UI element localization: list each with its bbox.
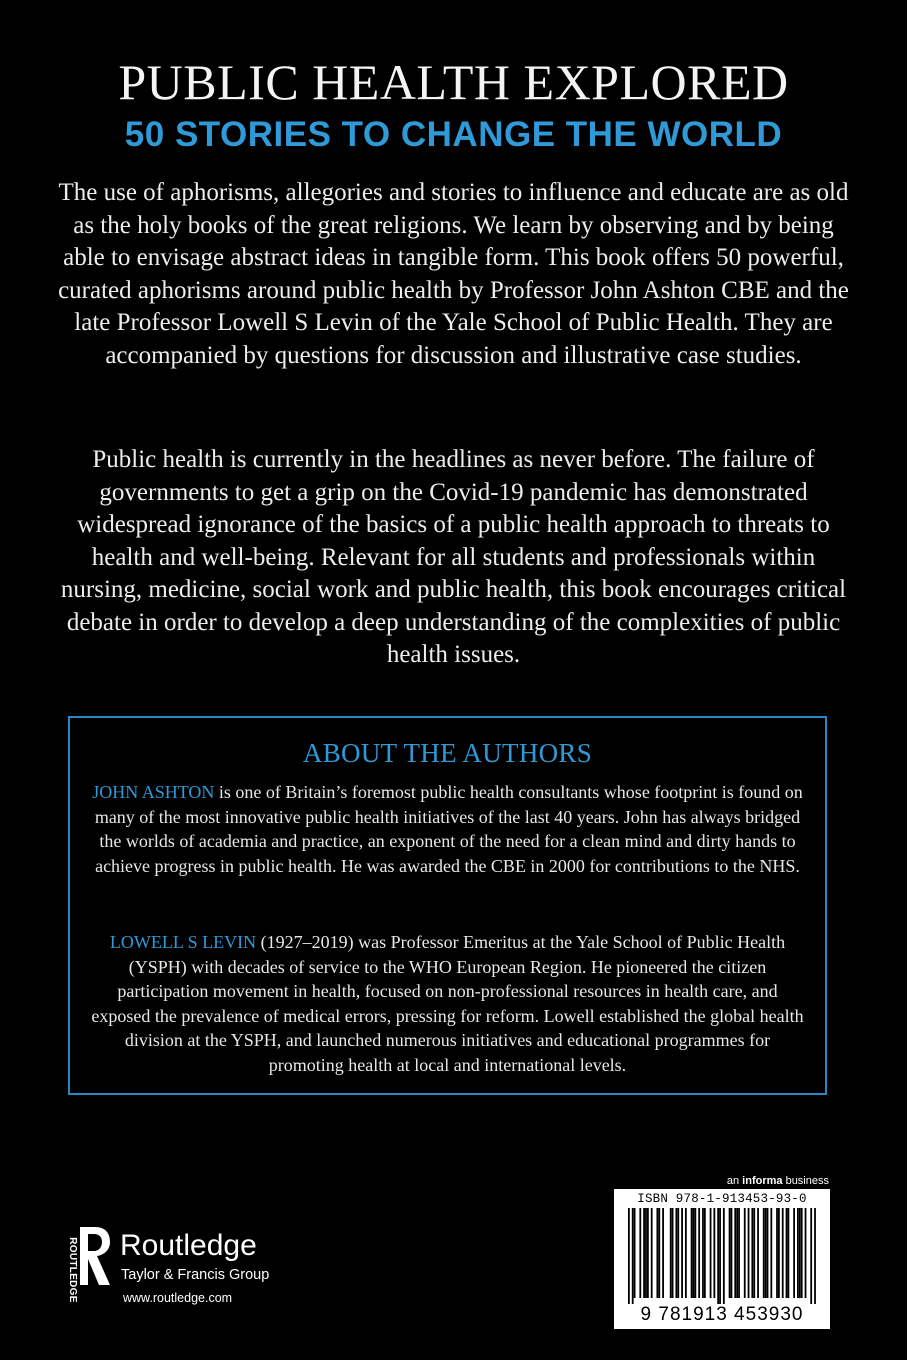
publisher-url: www.routledge.com bbox=[123, 1291, 233, 1305]
barcode-bar bbox=[634, 1208, 636, 1298]
barcode-bar bbox=[770, 1208, 772, 1298]
barcode-bar bbox=[698, 1208, 700, 1298]
routledge-vertical-wordmark: ROUTLEDGE bbox=[67, 1237, 78, 1303]
barcode-bar bbox=[677, 1208, 679, 1298]
barcode-bar bbox=[757, 1208, 759, 1298]
barcode-bar bbox=[744, 1208, 746, 1298]
barcode-bar bbox=[793, 1208, 795, 1298]
barcode-bar bbox=[645, 1208, 647, 1298]
barcode-bar bbox=[729, 1208, 731, 1298]
barcode-bar bbox=[763, 1208, 765, 1298]
barcode-bar bbox=[643, 1208, 645, 1298]
barcode-bar bbox=[639, 1208, 641, 1298]
isbn-label: ISBN 978-1-913453-93-0 bbox=[637, 1192, 807, 1206]
barcode-bar bbox=[675, 1208, 677, 1298]
book-title: PUBLIC HEALTH EXPLORED bbox=[118, 54, 789, 110]
barcode-bar bbox=[814, 1208, 816, 1304]
barcode-bar bbox=[719, 1208, 721, 1304]
author-bio-text: is one of Britain’s foremost public health consultants whose footprint is found on many of the most innovative public health initiatives of the last 40 years. John has always bridged the worlds of academia and practice, an exponent of the need for a clean mind and dirty hands to achieve progress in public health. He was awarded the CBE in 2000 for contributions to the NHS. bbox=[94, 782, 803, 876]
barcode-bar bbox=[748, 1208, 750, 1298]
barcode-bar bbox=[717, 1208, 719, 1304]
barcode-bar bbox=[685, 1208, 687, 1298]
barcode-bar bbox=[788, 1208, 790, 1298]
routledge-r-icon bbox=[78, 1225, 112, 1287]
barcode-bar bbox=[691, 1208, 693, 1298]
informa-business-label bbox=[709, 1174, 829, 1188]
barcode-bars bbox=[628, 1208, 816, 1304]
barcode-bar bbox=[810, 1208, 812, 1304]
barcode-bar bbox=[731, 1208, 733, 1298]
author-name: JOHN ASHTON bbox=[92, 782, 215, 802]
barcode-bar bbox=[801, 1208, 803, 1298]
publisher-name: Routledge bbox=[120, 1229, 257, 1262]
barcode-bar bbox=[776, 1208, 778, 1298]
barcode-bar bbox=[662, 1208, 664, 1298]
barcode-bar bbox=[681, 1208, 683, 1298]
informa-suffix: business bbox=[782, 1175, 829, 1187]
author-name: LOWELL S LEVIN bbox=[109, 932, 257, 952]
book-subtitle: 50 STORIES TO CHANGE THE WORLD bbox=[124, 115, 783, 154]
barcode-bar bbox=[713, 1208, 715, 1298]
barcode-bar bbox=[738, 1208, 740, 1298]
barcode-bar bbox=[767, 1208, 769, 1298]
barcode-bar bbox=[658, 1208, 660, 1298]
barcode-bar bbox=[782, 1208, 784, 1298]
barcode-bar bbox=[651, 1208, 653, 1298]
barcode-bar bbox=[797, 1208, 799, 1298]
barcode-bar bbox=[694, 1208, 696, 1298]
barcode-bar bbox=[647, 1208, 649, 1298]
barcode-bar bbox=[736, 1208, 738, 1298]
barcode-bar bbox=[628, 1208, 630, 1304]
barcode-bar bbox=[734, 1208, 736, 1298]
barcode-bar bbox=[778, 1208, 780, 1298]
barcode-bar bbox=[799, 1208, 801, 1298]
barcode-bar bbox=[672, 1208, 674, 1298]
authors-heading: ABOUT THE AUTHORS bbox=[302, 738, 593, 768]
routledge-logo bbox=[64, 1219, 324, 1309]
barcode-bar bbox=[656, 1208, 658, 1298]
author-bio-lowell-levin bbox=[88, 930, 807, 1077]
isbn-barcode bbox=[614, 1189, 830, 1329]
barcode-bar bbox=[765, 1208, 767, 1298]
informa-prefix: an bbox=[726, 1175, 743, 1187]
barcode-bar bbox=[702, 1208, 704, 1298]
barcode-bar bbox=[805, 1208, 807, 1298]
barcode-bar bbox=[753, 1208, 755, 1298]
barcode-bar bbox=[751, 1208, 753, 1298]
author-bio-john-ashton bbox=[88, 780, 807, 878]
about-the-authors-box bbox=[68, 716, 827, 1095]
barcode-bar bbox=[632, 1208, 634, 1304]
isbn-digits: 9 781913 453930 bbox=[640, 1304, 804, 1325]
barcode-bar bbox=[704, 1208, 706, 1298]
barcode-bar bbox=[693, 1208, 695, 1298]
barcode-bar bbox=[710, 1208, 712, 1298]
author-bio-text: (1927–2019) was Professor Emeritus at the Yale School of Public Health (YSPH) with decades of service to the WHO European Region. He pioneered the citizen participation movement in health, focused on non-professional resources in health care, and exposed the prevalence of medical errors, pressing for reform. Lowell established the global health division at the YSPH, and launched numerous initiatives and educational programmes for promoting health at local and international levels. bbox=[91, 932, 804, 1075]
blurb-paragraph: The use of aphorisms, allegories and stories to influence and educate are as old as the holy books of the great religions. We learn by observing and by being able to envisage abstract ideas in tangible form. This book offers 50 powerful, curated aphorisms around public health by Professor John Ashton CBE and the late Professor Lowell S Levin of the Yale School of Public Health. They are accompanied by questions for discussion and illustrative case studies. bbox=[58, 179, 849, 369]
publisher-group: Taylor & Francis Group bbox=[121, 1267, 270, 1283]
blurb-paragraph: Public health is currently in the headlines as never before. The failure of governments to get a grip on the Covid-19 pandemic has demonstrated widespread ignorance of the basics of a public health approach to threats to health and well-being. Relevant for all students and professionals within nursing, medicine, social work and public health, this book encourages critical debate in order to develop a deep understanding of the complexities of public health issues. bbox=[60, 446, 847, 668]
barcode-bar bbox=[723, 1208, 725, 1304]
informa-brand: informa bbox=[742, 1175, 783, 1187]
barcode-bar bbox=[670, 1208, 672, 1298]
barcode-bar bbox=[786, 1208, 788, 1298]
